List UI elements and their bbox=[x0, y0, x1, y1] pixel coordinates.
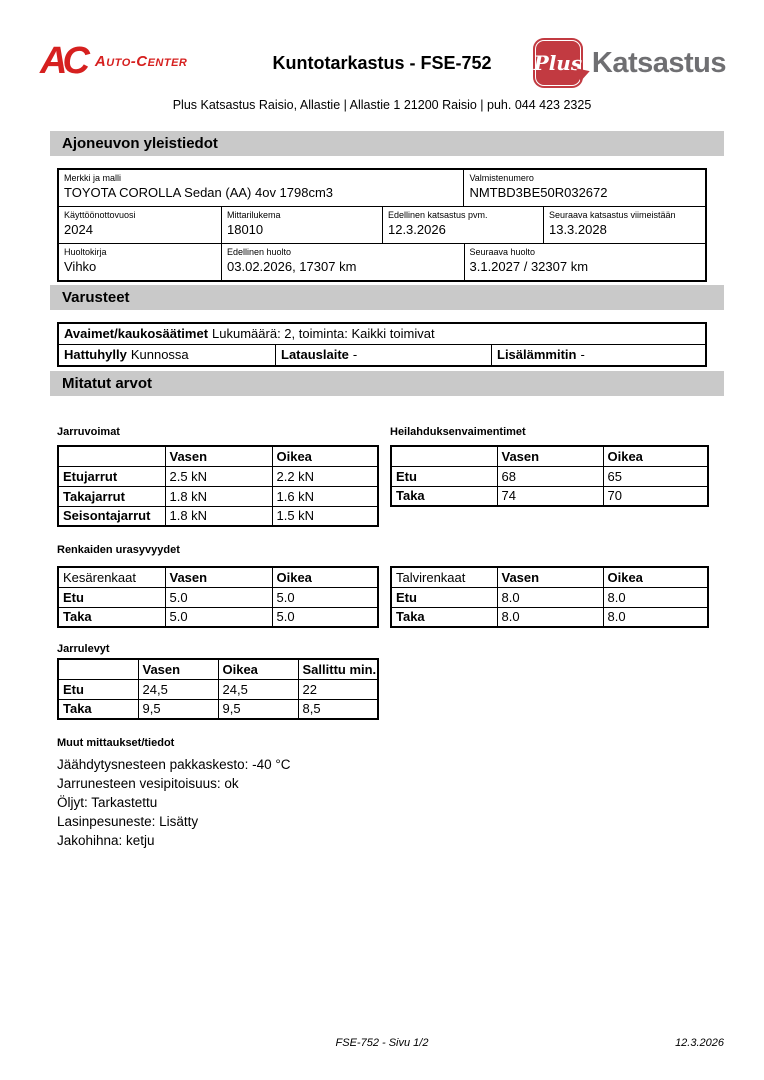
column-header: Oikea bbox=[218, 659, 298, 679]
column-header: Vasen bbox=[138, 659, 218, 679]
cell-value: 2.5 kN bbox=[165, 466, 272, 486]
measurement-line: Jakohihna: ketju bbox=[57, 833, 155, 848]
cell-value: 1.8 kN bbox=[165, 486, 272, 506]
field-charger bbox=[275, 345, 491, 365]
column-header: Oikea bbox=[603, 567, 708, 587]
row-label: Takajarrut bbox=[58, 486, 165, 506]
brake-discs-table bbox=[57, 658, 379, 720]
field-value: 2024 bbox=[64, 222, 93, 237]
row-label: Taka bbox=[58, 699, 138, 719]
cell-value: 2.2 kN bbox=[272, 466, 378, 486]
cell-value: 9,5 bbox=[138, 699, 218, 719]
cell-value: 68 bbox=[497, 466, 603, 486]
field-value: 18010 bbox=[226, 222, 264, 237]
measurement-line: Lasinpesuneste: Lisätty bbox=[57, 814, 199, 829]
equipment-row bbox=[59, 344, 705, 365]
cell-value: 8.0 bbox=[603, 607, 708, 627]
plus-badge-text: Plus bbox=[533, 51, 583, 75]
plus-badge-icon bbox=[533, 38, 583, 88]
cell-value: 9,5 bbox=[218, 699, 298, 719]
field-label: Avaimet/kaukosäätimet bbox=[64, 326, 209, 341]
plus-katsastus-logo bbox=[533, 38, 726, 88]
field-label: Käyttöönottovuosi bbox=[64, 210, 136, 220]
cell-value: 24,5 bbox=[138, 679, 218, 699]
table-row bbox=[58, 486, 378, 506]
field-label: Seuraava katsastus viimeistään bbox=[548, 210, 676, 220]
winter-tyres-table bbox=[390, 566, 709, 628]
field-label: Latauslaite bbox=[281, 347, 349, 362]
corner-cell: Talvirenkaat bbox=[391, 567, 497, 587]
corner-cell bbox=[391, 446, 497, 466]
auto-center-logo-text: Auto-Center bbox=[94, 52, 188, 70]
field-label: Edellinen huolto bbox=[227, 247, 292, 257]
column-header: Vasen bbox=[165, 567, 272, 587]
column-header: Sallittu min. bbox=[298, 659, 378, 679]
section-header-measured-values: Mitatut arvot bbox=[50, 371, 724, 396]
field-label: Huoltokirja bbox=[64, 247, 107, 257]
equipment-table bbox=[57, 322, 707, 367]
table-header-row bbox=[58, 567, 378, 587]
field-label: Lisälämmitin bbox=[497, 347, 577, 362]
row-label: Seisontajarrut bbox=[58, 506, 165, 526]
dampers-table bbox=[390, 445, 709, 507]
field-label: Merkki ja malli bbox=[64, 173, 122, 183]
other-measurements-caption: Muut mittaukset/tiedot bbox=[57, 737, 175, 749]
auto-center-monogram-icon: AC bbox=[40, 40, 85, 82]
cell-value: 74 bbox=[497, 486, 603, 506]
table-row bbox=[391, 466, 708, 486]
table-row bbox=[391, 486, 708, 506]
field-value: - bbox=[580, 347, 585, 362]
vehicle-info-row bbox=[59, 243, 705, 280]
row-label: Taka bbox=[58, 607, 165, 627]
field-label: Edellinen katsastus pvm. bbox=[387, 210, 488, 220]
other-measurements-list bbox=[57, 755, 291, 850]
vehicle-info-row bbox=[59, 206, 705, 243]
field-first-registration-year bbox=[59, 207, 221, 243]
brake-forces-table bbox=[57, 445, 379, 527]
cell-value: 65 bbox=[603, 466, 708, 486]
plus-katsastus-logo-text: Katsastus bbox=[591, 46, 726, 79]
cell-value: 5.0 bbox=[165, 607, 272, 627]
table-row bbox=[58, 699, 378, 719]
section-header-equipment: Varusteet bbox=[50, 285, 724, 310]
row-label: Etu bbox=[391, 587, 497, 607]
table-row bbox=[58, 466, 378, 486]
cell-value: 70 bbox=[603, 486, 708, 506]
field-value: Kunnossa bbox=[130, 347, 189, 362]
table-header-row bbox=[58, 446, 378, 466]
table-row bbox=[391, 587, 708, 607]
cell-value: 22 bbox=[298, 679, 378, 699]
column-header: Oikea bbox=[603, 446, 708, 466]
column-header: Oikea bbox=[272, 446, 378, 466]
field-make-model bbox=[59, 170, 463, 206]
column-header: Vasen bbox=[165, 446, 272, 466]
tyre-tread-caption: Renkaiden urasyvyydet bbox=[57, 544, 180, 556]
table-header-row bbox=[391, 446, 708, 466]
footer-page-indicator: FSE-752 - Sivu 1/2 bbox=[335, 1037, 429, 1049]
cell-value: 1.5 kN bbox=[272, 506, 378, 526]
section-header-vehicle-info: Ajoneuvon yleistiedot bbox=[50, 131, 724, 156]
field-value: TOYOTA COROLLA Sedan (AA) 4ov 1798cm3 bbox=[64, 185, 334, 200]
field-previous-service bbox=[221, 244, 463, 280]
field-value: NMTBD3BE50R032672 bbox=[469, 185, 608, 200]
vehicle-info-row bbox=[59, 170, 705, 206]
field-next-service bbox=[464, 244, 706, 280]
row-label: Etu bbox=[58, 679, 138, 699]
field-value: 03.02.2026, 17307 km bbox=[227, 259, 357, 274]
cell-value: 8.0 bbox=[497, 587, 603, 607]
row-label: Taka bbox=[391, 607, 497, 627]
measurement-line: Jarrunesteen vesipitoisuus: ok bbox=[57, 776, 239, 791]
table-row bbox=[58, 587, 378, 607]
field-next-inspection bbox=[543, 207, 705, 243]
table-row bbox=[391, 607, 708, 627]
row-label: Etu bbox=[391, 466, 497, 486]
column-header: Vasen bbox=[497, 446, 603, 466]
cell-value: 24,5 bbox=[218, 679, 298, 699]
cell-value: 5.0 bbox=[272, 587, 378, 607]
speech-bubble-tail-icon bbox=[576, 64, 592, 81]
dampers-caption: Heilahduksenvaimentimet bbox=[390, 426, 526, 438]
field-value: 13.3.2028 bbox=[548, 222, 607, 237]
field-previous-inspection bbox=[382, 207, 543, 243]
field-label: Hattuhylly bbox=[64, 347, 127, 362]
corner-cell: Kesärenkaat bbox=[58, 567, 165, 587]
row-label: Etu bbox=[58, 587, 165, 607]
table-row bbox=[58, 506, 378, 526]
field-parcel-shelf bbox=[59, 345, 275, 365]
corner-cell bbox=[58, 659, 138, 679]
station-address-line: Plus Katsastus Raisio, Allastie | Allastie 1 21200 Raisio | puh. 044 423 2325 bbox=[172, 98, 592, 112]
equipment-row bbox=[59, 324, 705, 344]
brake-forces-caption: Jarruvoimat bbox=[57, 426, 120, 438]
field-value: 12.3.2026 bbox=[387, 222, 446, 237]
field-label: Mittarilukema bbox=[226, 210, 281, 220]
cell-value: 8,5 bbox=[298, 699, 378, 719]
field-keys-remotes bbox=[59, 324, 705, 344]
field-value: Vihko bbox=[64, 259, 97, 274]
field-value: Lukumäärä: 2, toiminta: Kaikki toimivat bbox=[212, 326, 435, 341]
field-odometer bbox=[221, 207, 382, 243]
table-header-row bbox=[391, 567, 708, 587]
field-label: Valmistenumero bbox=[469, 173, 534, 183]
column-header: Vasen bbox=[497, 567, 603, 587]
field-value: - bbox=[352, 347, 358, 362]
footer-date: 12.3.2026 bbox=[675, 1037, 724, 1049]
cell-value: 8.0 bbox=[603, 587, 708, 607]
cell-value: 1.8 kN bbox=[165, 506, 272, 526]
summer-tyres-table bbox=[57, 566, 379, 628]
field-service-book bbox=[59, 244, 221, 280]
brake-discs-caption: Jarrulevyt bbox=[57, 643, 110, 655]
cell-value: 5.0 bbox=[165, 587, 272, 607]
field-auxiliary-heater bbox=[491, 345, 705, 365]
row-label: Taka bbox=[391, 486, 497, 506]
row-label: Etujarrut bbox=[58, 466, 165, 486]
corner-cell bbox=[58, 446, 165, 466]
cell-value: 5.0 bbox=[272, 607, 378, 627]
measurement-line: Jäähdytysnesteen pakkaskesto: -40 °C bbox=[57, 757, 291, 772]
measurement-line: Öljyt: Tarkastettu bbox=[57, 795, 158, 810]
vehicle-info-table bbox=[57, 168, 707, 282]
cell-value: 1.6 kN bbox=[272, 486, 378, 506]
cell-value: 8.0 bbox=[497, 607, 603, 627]
table-row bbox=[58, 679, 378, 699]
table-header-row bbox=[58, 659, 378, 679]
page-title: Kuntotarkastus - FSE-752 bbox=[272, 53, 492, 73]
field-label: Seuraava huolto bbox=[469, 247, 536, 257]
table-row bbox=[58, 607, 378, 627]
column-header: Oikea bbox=[272, 567, 378, 587]
field-value: 3.1.2027 / 32307 km bbox=[469, 259, 589, 274]
field-vin bbox=[463, 170, 705, 206]
